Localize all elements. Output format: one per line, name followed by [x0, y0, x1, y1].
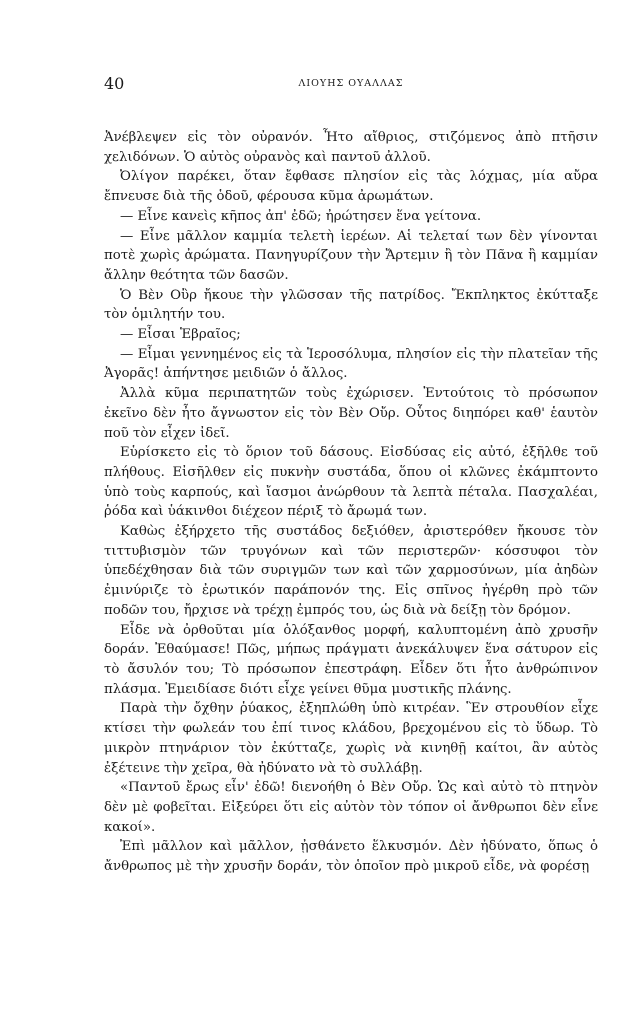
- paragraph: Καθὼς ἐξήρχετο τῆς συστάδος δεξιόθεν, ἀριστερόθεν ἤκουσε τὸν τιττυβισμὸν τῶν τρυγόνων καὶ τῶν περιστερῶν· κόσσυφοι τὸν ὑπεδέχθησαν διὰ τῶν συριγμῶν των καὶ τῶν χαρμοσύνων, μία ἀηδὼν ἐμινύριζε τὸ ἐρωτικόν παράπονόν της. Εἰς σπῖνος ἠγέρθη πρὸ τῶν ποδῶν του, ἤρχισε νὰ τρέχῃ ἐμπρός του, ὡς διὰ νὰ δείξῃ τὸν δρόμον.: [104, 524, 598, 618]
- page-number: 40: [104, 74, 125, 93]
- paragraph: — Εἶνε κανεὶς κῆπος ἀπ' ἐδῶ; ἠρώτησεν ἕνα γείτονα.: [120, 208, 482, 224]
- paragraph: «Παντοῦ ἔρως εἶν' ἐδῶ! διενοήθη ὁ Βὲν Οὔρ. Ὡς καὶ αὐτὸ τὸ πτηνὸν δὲν μὲ φοβεῖται. Εἰξεύρει ὅτι εἰς αὐτὸν τὸν τόπον οἱ ἄνθρωποι δὲν εἶνε κακοί».: [104, 780, 598, 835]
- paragraph: Ἀλλὰ κῦμα περιπατητῶν τοὺς ἐχώρισεν. Ἐντούτοις τὸ πρόσωπον ἐκεῖνο δὲν ἦτο ἄγνωστον εἰς τὸν Βὲν Οὔρ. Οὗτος διηπόρει καθ' ἑαυτὸν ποῦ τὸν εἶχεν ἰδεῖ.: [104, 386, 598, 441]
- page-header: [104, 74, 598, 94]
- paragraph: Εὑρίσκετο εἰς τὸ ὅριον τοῦ δάσους. Εἰσδύσας εἰς αὐτό, ἐξῆλθε τοῦ πλήθους. Εἰσῆλθεν εἰς πυκνὴν συστάδα, ὅπου οἱ κλῶνες ἐκάμπτοντο ὑπὸ τοὺς καρπούς, καὶ ἴασμοι ἀνώρθουν τὰ λεπτὰ πέταλα. Πασχαλέαι, ῥόδα καὶ ὑάκινθοι διέχεον πέριξ τὸ ἄρωμά των.: [104, 445, 598, 520]
- paragraph: Ἀνέβλεψεν εἰς τὸν οὐρανόν. Ἦτο αἴθριος, στιζόμενος ἀπὸ πτῆσιν χελιδόνων. Ὁ αὐτὸς οὐρανὸς καὶ παντοῦ ἀλλοῦ.: [104, 130, 598, 165]
- running-title: ΛΙΟΥΗΣ ΟΥΑΛΛΑΣ: [298, 78, 404, 89]
- paragraph: — Εἶσαι Ἑβραῖος;: [120, 327, 241, 343]
- paragraph: Ἐπὶ μᾶλλον καὶ μᾶλλον, ᾐσθάνετο ἕλκυσμόν. Δὲν ἠδύνατο, ὅπως ὁ ἄνθρωπος μὲ τὴν χρυσῆν δοράν, τὸν ὁποῖον πρὸ μικροῦ εἶδε, νὰ φορέσῃ: [104, 839, 598, 875]
- paragraph: Ὀλίγον παρέκει, ὅταν ἔφθασε πλησίον εἰς τὰς λόχμας, μία αὔρα ἔπνευσε διὰ τῆς ὁδοῦ, φέρουσα κῦμα ἀρωμάτων.: [104, 169, 598, 205]
- paragraph: Παρὰ τὴν ὄχθην ῥύακος, ἐξηπλώθη ὑπὸ κιτρέαν. Ἓν στρουθίον εἶχε κτίσει τὴν φωλεάν του ἐπί τινος κλάδου, βρεχομένου εἰς τὸ ὕδωρ. Τὸ μικρὸν πτηνάριον τὸν ἐκύτταζε, χωρὶς νὰ κινηθῇ καίτοι, ἂν αὐτὸς ἐξέτεινε τὴν χεῖρα, θὰ ἠδύνατο νὰ τὸ συλλάβῃ.: [104, 701, 598, 776]
- body-text: [104, 128, 598, 877]
- paragraph: — Εἶνε μᾶλλον καμμία τελετὴ ἱερέων. Αἱ τελεταί των δὲν γίνονται ποτὲ χωρὶς ἀρώματα. Πανηγυρίζουν τὴν Ἄρτεμιν ἢ τὸν Πᾶνα ἢ καμμίαν ἄλλην θεότητα τῶν δασῶν.: [104, 228, 598, 283]
- paragraph: — Εἶμαι γεννημένος εἰς τὰ Ἱεροσόλυμα, πλησίον εἰς τὴν πλατεῖαν τῆς Ἀγορᾶς! ἀπήντησε μειδιῶν ὁ ἄλλος.: [104, 346, 598, 382]
- paragraph: Ὁ Βὲν Οὒρ ἤκουε τὴν γλῶσσαν τῆς πατρίδος. Ἔκπληκτος ἐκύτταξε τὸν ὁμιλητήν του.: [104, 287, 598, 323]
- paragraph: Εἶδε νὰ ὀρθοῦται μία ὁλόξανθος μορφή, καλυπτομένη ἀπὸ χρυσῆν δοράν. Ἐθαύμασε! Πῶς, μήπως πράγματι ἀνεκάλυψεν ἕνα σάτυρον εἰς τὸ ἄσυλόν του; Τὸ πρόσωπον ἐπεστράφη. Εἶδεν ὅτι ἦτο ἀνθρώπινον πλάσμα. Ἐμειδίασε διότι εἶχε γείνει θῦμα μυστικῆς πλάνης.: [104, 622, 598, 697]
